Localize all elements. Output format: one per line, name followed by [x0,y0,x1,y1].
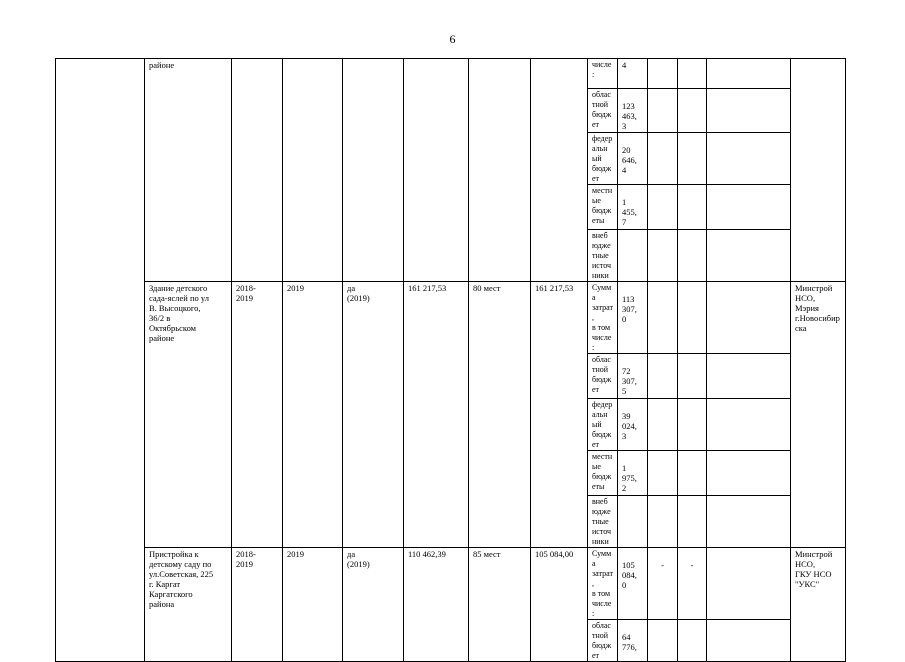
empty-cell [678,133,707,185]
year-cell [283,59,343,282]
funding-source-cell: местные бюджеты [588,451,618,496]
capacity-cell: 80 мест [469,282,531,548]
funding-amount-cell: 113 307, 0 [618,282,648,354]
empty-cell [707,59,791,89]
capacity-cell: 85 мест [469,548,531,662]
empty-cell [707,230,791,282]
funding-amount-cell: 105 084, 0 [618,548,648,620]
empty-cell [678,230,707,282]
empty-cell [678,399,707,451]
funding-amount-cell: 123 463, 3 [618,89,648,133]
period-cell: 2018- 2019 [232,548,283,662]
funding-source-cell: местные бюджеты [588,185,618,230]
empty-cell [648,282,678,354]
empty-cell [648,399,678,451]
funding-amount-cell: 1 455, 7 [618,185,648,230]
empty-cell [648,354,678,399]
empty-cell [678,620,707,662]
dash-cell: - [678,548,707,620]
funding-source-cell: областной бюджет [588,354,618,399]
empty-cell [678,185,707,230]
funding-amount-cell [618,230,648,282]
empty-cell [678,282,707,354]
total-cell: 161 217,53 [531,282,588,548]
empty-cell [707,282,791,354]
empty-cell [648,185,678,230]
funding-amount-cell: 1 975, 2 [618,451,648,496]
table-row [56,548,846,620]
year-cell: 2019 [283,548,343,662]
project-name-cell: Пристройка к детскому саду по ул.Советская, 225 г. Каргат Каргатского района [145,548,232,662]
table-row [56,282,846,354]
empty-cell [678,496,707,548]
cost-cell: 161 217,53 [404,282,469,548]
funding-source-cell: федеральн ый бюджет [588,133,618,185]
empty-cell [648,620,678,662]
funding-source-cell: федеральн ый бюджет [588,399,618,451]
empty-cell [707,399,791,451]
capacity-cell [469,59,531,282]
year-cell: 2019 [283,282,343,548]
empty-cell [707,496,791,548]
empty-cell [678,354,707,399]
period-cell [232,59,283,282]
included-cell: да (2019) [343,548,404,662]
empty-cell [648,230,678,282]
empty-cell [648,59,678,89]
executor-cell [791,59,846,282]
period-cell: 2018- 2019 [232,282,283,548]
empty-cell [707,620,791,662]
empty-cell [707,451,791,496]
empty-number-cell [56,59,145,662]
funding-amount-cell [618,496,648,548]
empty-cell [707,548,791,620]
empty-cell [648,133,678,185]
included-cell [343,59,404,282]
empty-cell [707,133,791,185]
funding-source-cell: Сумма затрат, в том числе: [588,282,618,354]
funding-amount-cell: 64 776, [618,620,648,662]
empty-cell [707,89,791,133]
funding-amount-cell: 20 646, 4 [618,133,648,185]
cost-cell: 110 462,39 [404,548,469,662]
empty-cell [648,89,678,133]
empty-cell [678,451,707,496]
funding-source-cell: областной бюджет [588,620,618,662]
included-cell: да (2019) [343,282,404,548]
funding-source-cell: областной бюджет [588,89,618,133]
funding-amount-cell: 72 307, 5 [618,354,648,399]
empty-cell [678,89,707,133]
empty-cell [648,451,678,496]
funding-source-cell: числе: [588,59,618,89]
data-table [55,58,846,662]
total-cell: 105 084,00 [531,548,588,662]
empty-cell [707,354,791,399]
executor-cell: Минстрой НСО, Мэрия г.Новосибирска [791,282,846,548]
funding-amount-cell: 4 [618,59,648,89]
page-number: 6 [449,32,456,46]
project-name-cell: Здание детского сада-яслей по ул В. Высоцкого, 36/2 в Октябрьском районе [145,282,232,548]
dash-cell: - [648,548,678,620]
funding-source-cell: Сумма затрат, в том числе: [588,548,618,620]
cost-cell [404,59,469,282]
funding-source-cell: внебюдже тные источники [588,230,618,282]
table-row [56,59,846,89]
empty-cell [707,185,791,230]
total-cell [531,59,588,282]
funding-source-cell: внебюдже тные источники [588,496,618,548]
executor-cell: Минстрой НСО, ГКУ НСО "УКС" [791,548,846,662]
empty-cell [678,59,707,89]
empty-cell [648,496,678,548]
project-name-cell: районе [145,59,232,282]
funding-amount-cell: 39 024, 3 [618,399,648,451]
